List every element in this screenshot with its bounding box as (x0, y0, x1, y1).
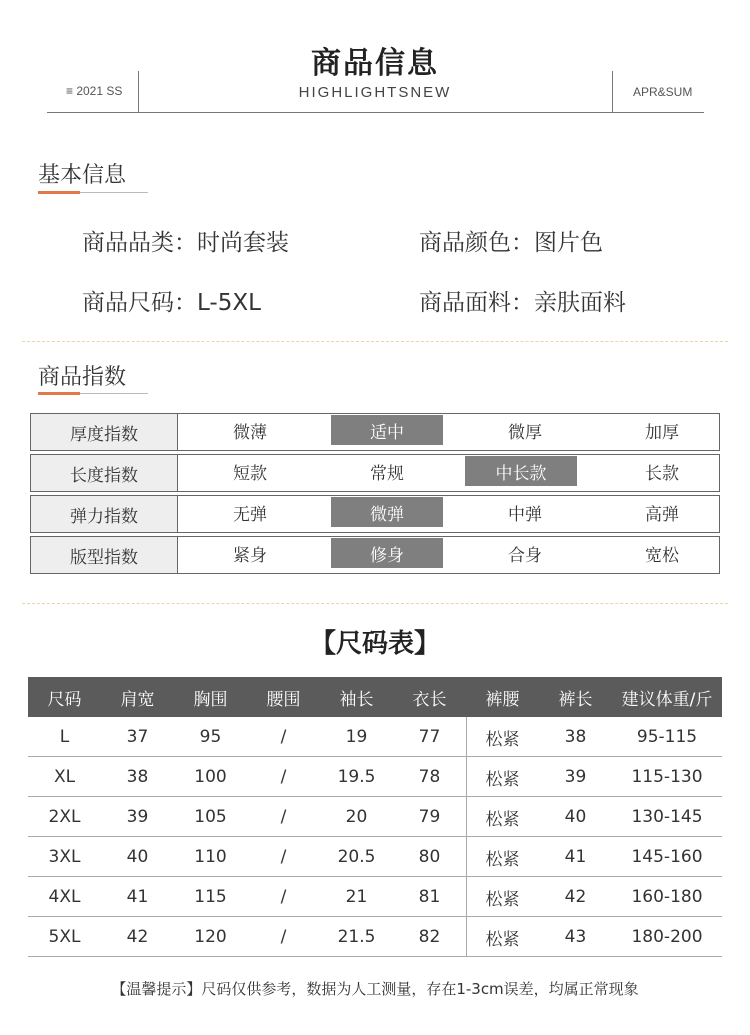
size-table-header (28, 677, 722, 717)
table-cell: 松紧 (485, 889, 520, 910)
size-note: 【温馨提示】尺码仅供参考，数据为人工测量，存在1-3cm误差，均属正常现象 (111, 980, 639, 998)
table-cell: 78 (418, 767, 441, 787)
table-cell: 43 (564, 927, 587, 947)
index-option: 微薄 (233, 422, 267, 443)
size-table-header-cell: 腰围 (266, 689, 301, 710)
size-table-header-cell: 肩宽 (120, 689, 155, 710)
index-option: 中弹 (508, 504, 542, 525)
table-cell: 95-115 (636, 727, 698, 747)
table-cell: 21.5 (337, 927, 376, 947)
info-size: 商品尺码：L-5XL (82, 290, 261, 316)
index-heading-accent (38, 392, 80, 395)
table-cell: 39 (564, 767, 587, 787)
size-table-header-cell: 建议体重/斤 (621, 689, 713, 710)
table-cell: 19 (345, 727, 368, 747)
index-option: 长款 (645, 463, 679, 484)
table-cell: 39 (126, 807, 149, 827)
table-row (28, 717, 722, 757)
table-cell: 松紧 (485, 729, 520, 750)
table-cell: 100 (194, 767, 227, 787)
size-table-header-cell: 裤腰 (485, 689, 520, 710)
table-cell: 40 (564, 807, 587, 827)
table-cell: 42 (126, 927, 149, 947)
table-cell: 42 (564, 887, 587, 907)
index-option: 高弹 (645, 504, 679, 525)
page-title: 商品信息 (311, 46, 439, 81)
size-table-header-cell: 袖长 (339, 689, 374, 710)
table-cell: / (280, 767, 287, 787)
table-cell: 40 (126, 847, 149, 867)
size-table-header-cell: 衣长 (412, 689, 447, 710)
index-option-selected: 修身 (331, 538, 443, 568)
table-cell: 21 (345, 887, 368, 907)
table-cell: 115 (194, 887, 227, 907)
table-cell: 120 (194, 927, 227, 947)
table-cell: 19.5 (337, 767, 376, 787)
index-row-label: 长度指数 (31, 455, 178, 491)
table-cell: 77 (418, 727, 441, 747)
header-right-tag: APR&SUM (633, 85, 693, 99)
table-cell: 20.5 (337, 847, 376, 867)
table-cell: 79 (418, 807, 441, 827)
size-table-header-cell: 尺码 (47, 689, 82, 710)
table-row (28, 917, 722, 957)
table-column-separator (466, 717, 467, 957)
table-row (28, 877, 722, 917)
index-option: 加厚 (645, 422, 679, 443)
table-cell: 5XL (48, 927, 81, 947)
section-divider (22, 341, 728, 342)
table-cell: / (280, 887, 287, 907)
table-cell: L (59, 727, 70, 747)
table-cell: 130-145 (631, 807, 703, 827)
header-left-tag: ≡ 2021 SS (66, 84, 123, 98)
index-heading: 商品指数 (38, 365, 127, 390)
table-cell: 松紧 (485, 809, 520, 830)
index-option: 无弹 (233, 504, 267, 525)
index-option-selected: 微弹 (331, 497, 443, 527)
table-cell: 37 (126, 727, 149, 747)
table-cell: / (280, 727, 287, 747)
index-row-label: 厚度指数 (31, 414, 178, 450)
table-cell: 20 (345, 807, 368, 827)
header-subtitle: HIGHLIGHTSNEW (298, 84, 452, 101)
table-cell: 4XL (48, 887, 81, 907)
table-cell: 41 (126, 887, 149, 907)
size-table-header-cell: 裤长 (558, 689, 593, 710)
table-cell: 145-160 (631, 847, 703, 867)
info-fabric: 商品面料：亲肤面料 (419, 290, 626, 316)
table-cell: 3XL (48, 847, 81, 867)
table-cell: 105 (194, 807, 227, 827)
index-option-selected: 中长款 (465, 456, 577, 486)
index-row-label: 版型指数 (31, 537, 178, 573)
index-row (30, 413, 720, 451)
table-cell: / (280, 807, 287, 827)
size-table-header-cell: 胸围 (193, 689, 228, 710)
index-row (30, 454, 720, 492)
table-row (28, 837, 722, 877)
index-option: 合身 (508, 545, 542, 566)
index-option: 短款 (233, 463, 267, 484)
table-cell: 80 (418, 847, 441, 867)
table-cell: 2XL (48, 807, 81, 827)
info-category: 商品品类：时尚套装 (82, 230, 289, 256)
table-row (28, 757, 722, 797)
table-cell: 41 (564, 847, 587, 867)
index-option: 宽松 (645, 545, 679, 566)
table-cell: 松紧 (485, 769, 520, 790)
section-divider (22, 603, 728, 604)
size-table-title: 【尺码表】 (309, 629, 440, 659)
info-color: 商品颜色：图片色 (419, 230, 603, 256)
basic-info-heading: 基本信息 (38, 163, 127, 188)
index-option: 紧身 (233, 545, 267, 566)
table-cell: 38 (126, 767, 149, 787)
table-cell: XL (53, 767, 76, 787)
table-cell: 160-180 (631, 887, 703, 907)
table-cell: 95 (199, 727, 222, 747)
table-cell: 38 (564, 727, 587, 747)
index-row-label: 弹力指数 (31, 496, 178, 532)
basic-heading-accent (38, 191, 80, 194)
index-row (30, 536, 720, 574)
header-rule (47, 112, 704, 113)
index-option: 常规 (370, 463, 404, 484)
table-cell: 180-200 (631, 927, 703, 947)
table-row (28, 797, 722, 837)
index-option-selected: 适中 (331, 415, 443, 445)
table-cell: / (280, 847, 287, 867)
index-row (30, 495, 720, 533)
table-cell: 松紧 (485, 849, 520, 870)
table-cell: 115-130 (631, 767, 703, 787)
table-cell: 81 (418, 887, 441, 907)
table-cell: 110 (194, 847, 227, 867)
table-cell: 82 (418, 927, 441, 947)
table-cell: / (280, 927, 287, 947)
index-option: 微厚 (508, 422, 542, 443)
table-cell: 松紧 (485, 929, 520, 950)
